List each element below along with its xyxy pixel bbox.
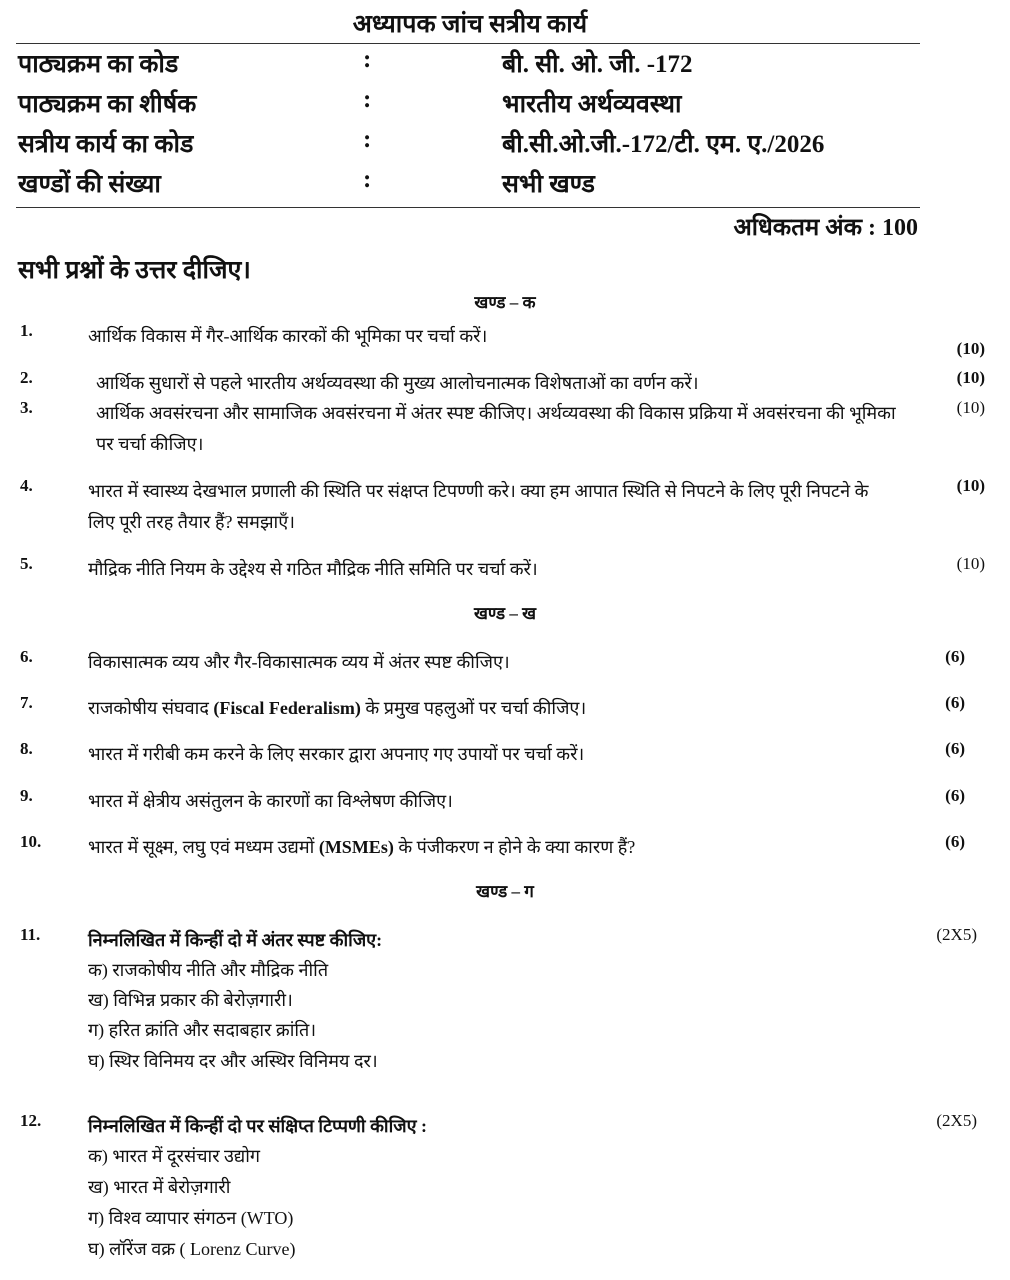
max-marks: अधिकतम अंक : 100 <box>733 215 918 241</box>
question-text-pre: राजकोषीय संघवाद <box>88 698 214 718</box>
question-number: 11. <box>20 925 41 944</box>
question-marks: (10) <box>956 368 985 387</box>
meta-label: सत्रीय कार्य का कोड <box>18 131 194 158</box>
question-text-english: (MSMEs) <box>318 837 394 857</box>
meta-row-course-title <box>18 86 918 124</box>
sub-question: घ) स्थिर विनिमय दर और अस्थिर विनिमय दर। <box>88 1051 378 1071</box>
question-number: 1. <box>20 321 33 340</box>
meta-row-blocks <box>18 166 918 204</box>
meta-colon: : <box>363 46 372 73</box>
question-text: विकासात्मक व्यय और गैर-विकासात्मक व्यय में अंतर स्पष्ट कीजिए। <box>88 652 510 672</box>
meta-value: भारतीय अर्थव्यवस्था <box>502 91 682 118</box>
question-marks: (10) <box>956 398 985 417</box>
question-number: 8. <box>20 739 33 758</box>
question-text-pre: भारत में सूक्ष्म, लघु एवं मध्यम उद्यमों <box>88 837 319 857</box>
question-number: 12. <box>20 1111 42 1130</box>
instruction: सभी प्रश्नों के उत्तर दीजिए। <box>18 257 251 284</box>
bottom-divider <box>16 207 920 208</box>
question-text: आर्थिक विकास में गैर-आर्थिक कारकों की भूमिका पर चर्चा करें। <box>88 326 488 346</box>
question-text-english: (Fiscal Federalism) <box>213 698 361 718</box>
sub-question: क) राजकोषीय नीति और मौद्रिक नीति <box>88 960 329 980</box>
question-marks: (6) <box>945 693 965 712</box>
question-text-post: के पंजीकरण न होने के क्या कारण हैं? <box>393 837 636 857</box>
question-number: 7. <box>20 693 33 712</box>
sub-question: ग) हरित क्रांति और सदाबहार क्रांति। <box>88 1020 317 1040</box>
meta-colon: : <box>363 126 372 153</box>
question-number: 10. <box>20 832 42 851</box>
meta-colon: : <box>363 86 372 113</box>
question-text-post: के प्रमुख पहलुओं पर चर्चा कीजिए। <box>360 698 587 718</box>
question-text: भारत में स्वास्थ्य देखभाल प्रणाली की स्थिति पर संक्षप्त टिपण्णी करे। क्या हम आपात स्थिति से निपटने के लिए पूरी निपटने के लिए पूरी तरह तैयार हैं? समझाएँ। <box>88 481 869 532</box>
question-number: 9. <box>20 786 33 805</box>
question-text: भारत में गरीबी कम करने के लिए सरकार द्वारा अपनाए गए उपायों पर चर्चा करें। <box>88 744 585 764</box>
question-number: 3. <box>20 398 33 417</box>
question-marks: (10) <box>956 339 985 358</box>
meta-label: पाठ्यक्रम का कोड <box>18 51 179 78</box>
question-marks: (6) <box>945 832 965 851</box>
question-text: निम्नलिखित में किन्हीं दो में अंतर स्पष्ट कीजिए: <box>88 930 383 950</box>
question-text: मौद्रिक नीति नियम के उद्देश्य से गठित मौद्रिक नीति समिति पर चर्चा करें। <box>88 559 538 579</box>
question-text: आर्थिक अवसंरचना और सामाजिक अवसंरचना में अंतर स्पष्ट कीजिए। अर्थव्यवस्था की विकास प्रक्रिया में अवसंरचना की भूमिका पर चर्चा कीजिए। <box>96 403 896 454</box>
meta-colon: : <box>363 166 372 193</box>
question-text <box>88 693 908 724</box>
section-heading-b: खण्ड – ख <box>474 604 536 623</box>
meta-row-assignment-code <box>18 126 918 164</box>
meta-value: बी. सी. ओ. जी. -172 <box>502 51 693 78</box>
sub-question: क) भारत में दूरसंचार उद्योग <box>88 1146 261 1166</box>
question-marks: (10) <box>956 476 985 495</box>
document-title: अध्यापक जांच सत्रीय कार्य <box>352 11 588 38</box>
question-number: 4. <box>20 476 33 495</box>
sub-question: घ) लॉरेंज वक्र ( Lorenz Curve) <box>88 1239 296 1259</box>
question-marks: (10) <box>956 554 985 573</box>
question-marks: (6) <box>945 786 965 805</box>
meta-value: बी.सी.ओ.जी.-172/टी. एम. ए./2026 <box>502 131 825 158</box>
section-heading-c: खण्ड – ग <box>476 882 534 901</box>
question-text <box>88 832 908 863</box>
meta-label: पाठ्यक्रम का शीर्षक <box>18 91 197 118</box>
question-text: निम्नलिखित में किन्हीं दो पर संक्षिप्त टिप्पणी कीजिए : <box>88 1116 428 1136</box>
question-text: भारत में क्षेत्रीय असंतुलन के कारणों का विश्लेषण कीजिए। <box>88 791 453 811</box>
top-divider <box>16 43 920 44</box>
meta-row-course-code <box>18 46 918 84</box>
sub-question: ग) विश्व व्यापार संगठन (WTO) <box>88 1208 294 1228</box>
sub-question: ख) भारत में बेरोज़गारी <box>88 1177 231 1197</box>
question-marks: (6) <box>945 647 965 666</box>
question-number: 5. <box>20 554 33 573</box>
question-marks: (6) <box>945 739 965 758</box>
question-marks: (2X5) <box>936 1111 977 1130</box>
meta-value: सभी खण्ड <box>502 171 595 198</box>
section-heading-a: खण्ड – क <box>474 293 536 312</box>
question-number: 6. <box>20 647 33 666</box>
meta-label: खण्डों की संख्या <box>18 171 161 198</box>
question-text: आर्थिक सुधारों से पहले भारतीय अर्थव्यवस्था की मुख्य आलोचनात्मक विशेषताओं का वर्णन करें। <box>96 373 699 393</box>
sub-question: ख) विभिन्न प्रकार की बेरोज़गारी। <box>88 990 293 1010</box>
question-number: 2. <box>20 368 33 387</box>
question-marks: (2X5) <box>936 925 977 944</box>
